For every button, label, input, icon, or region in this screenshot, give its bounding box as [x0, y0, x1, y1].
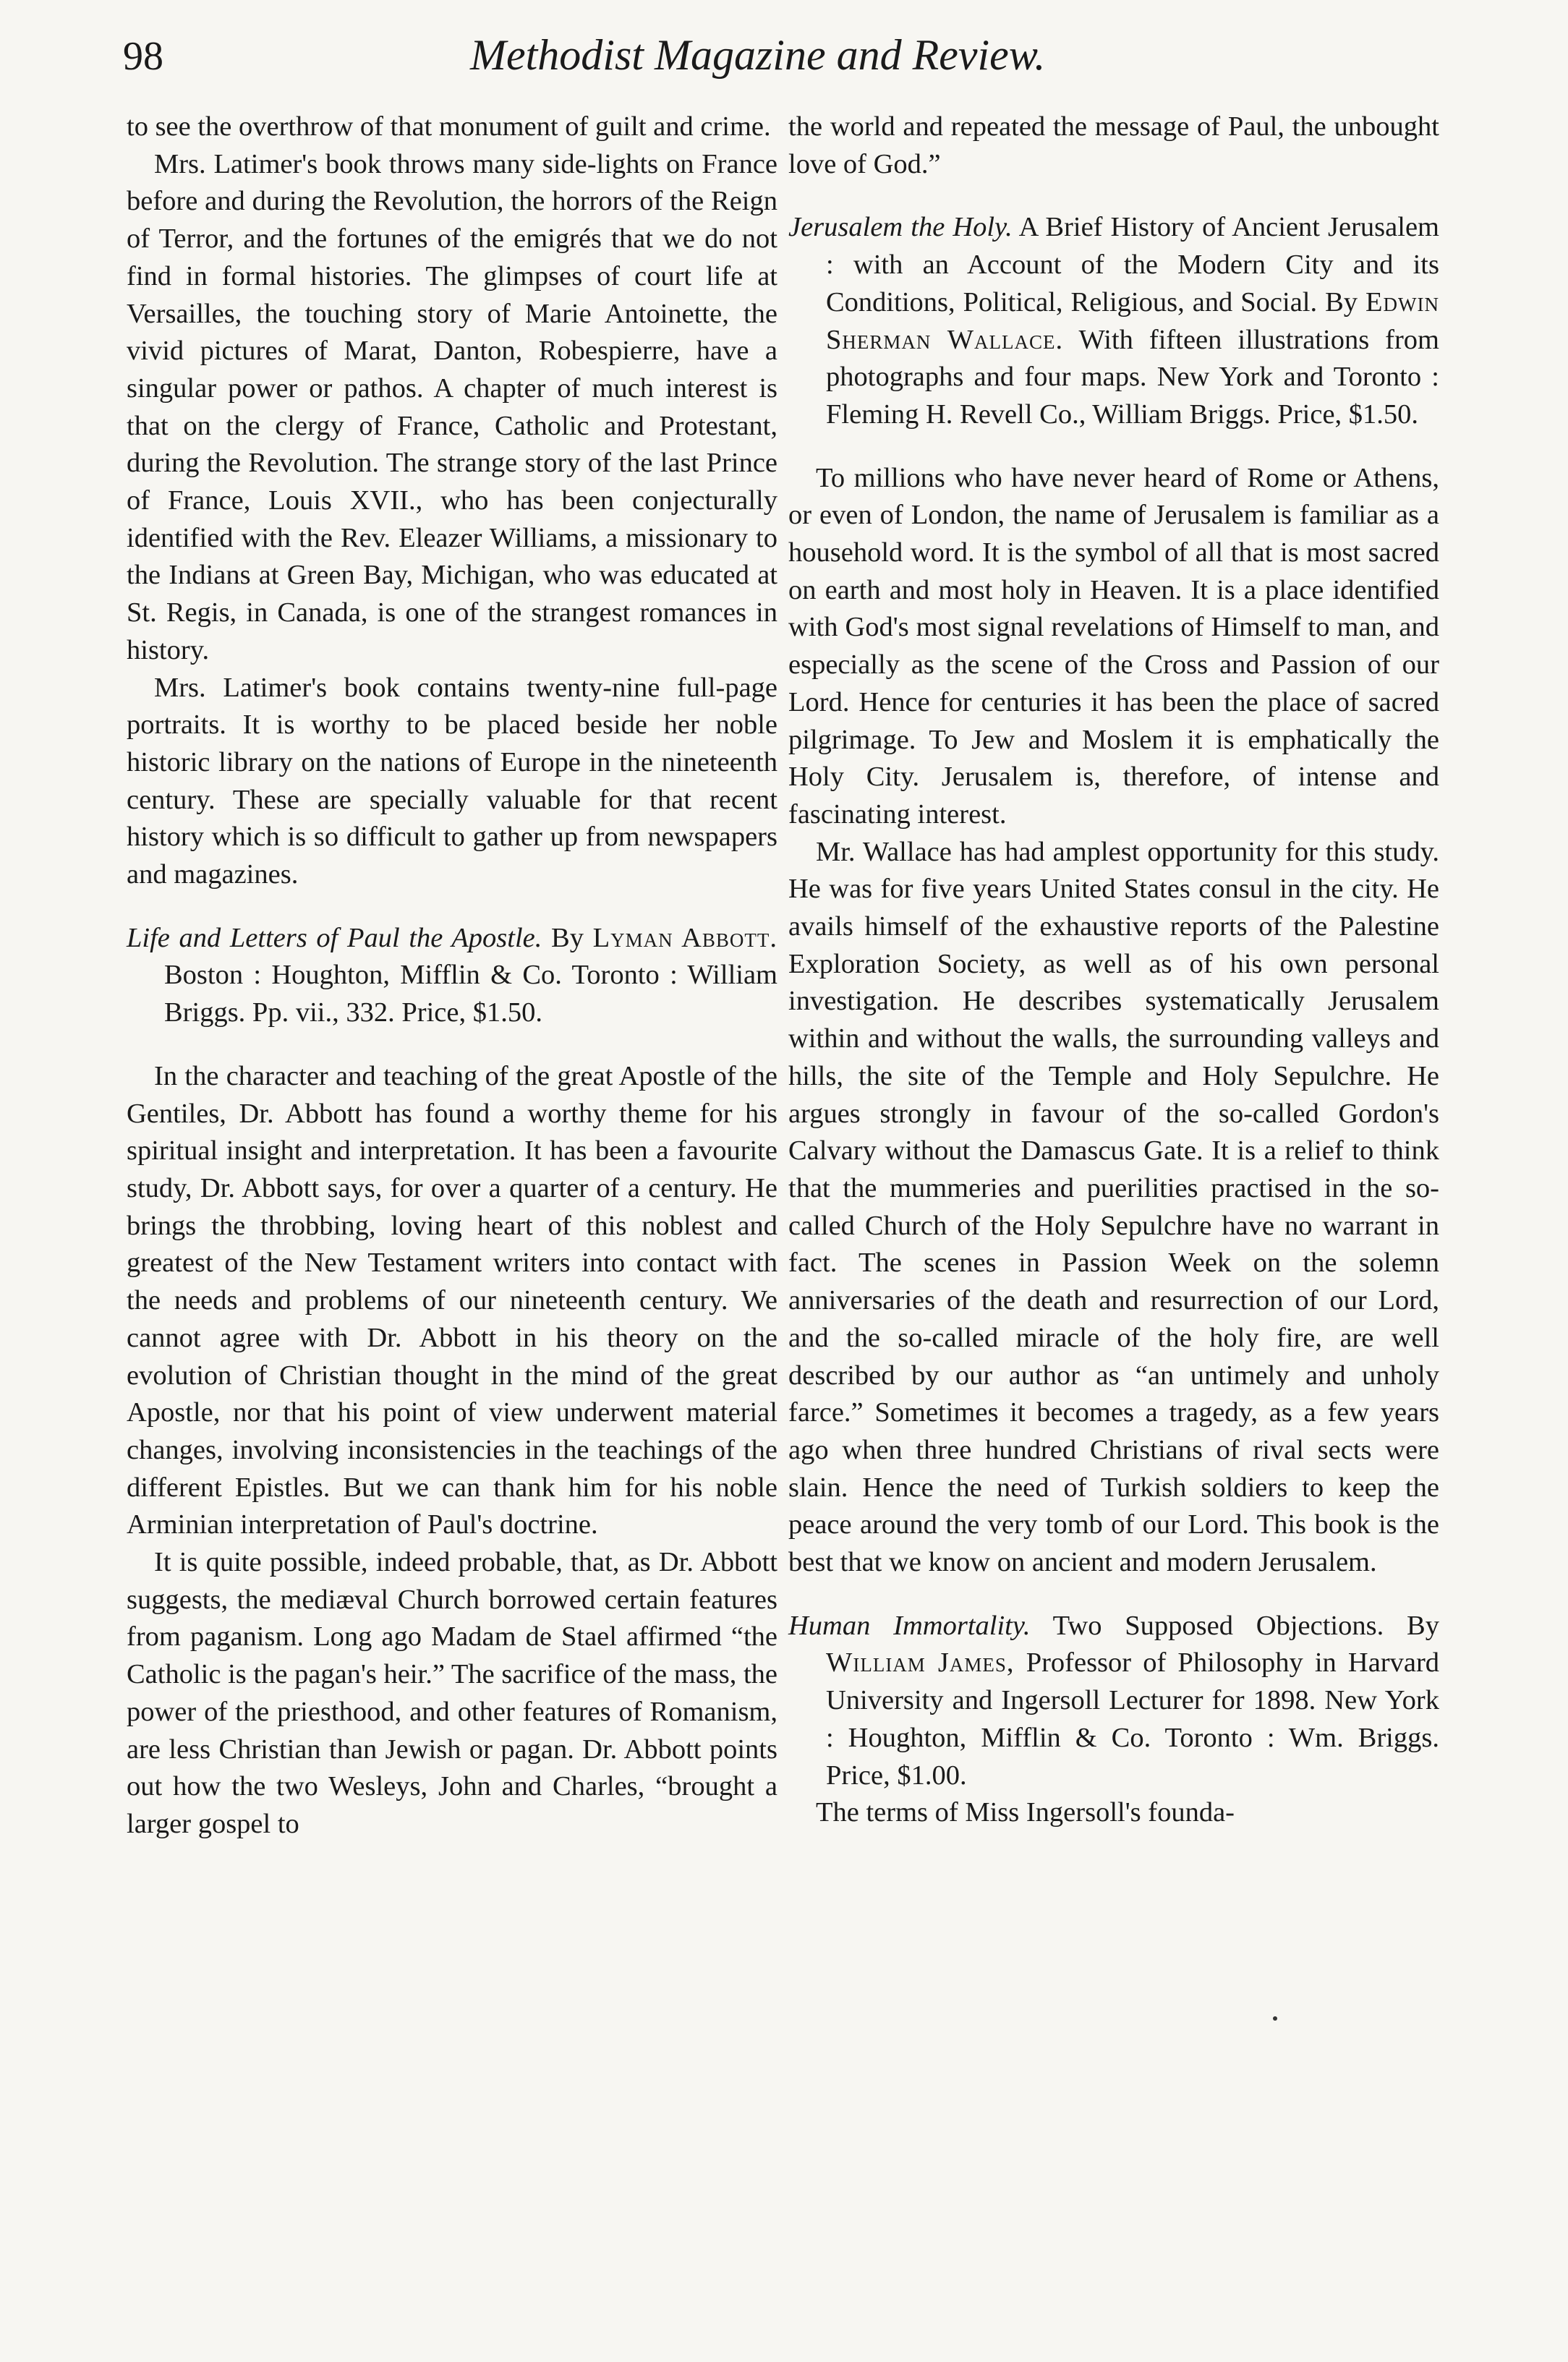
paragraph: It is quite possible, indeed probable, that, as Dr. Abbott suggests, the mediæval Church borrowed certain features from paganism. Long ago Madam de Stael affirmed “the Catholic is the pagan's heir.” The sacrifice of the mass, the power of the priesthood, and other features of Romanism, are less Christian than Jewish or pagan. Dr. Abbott points out how the two Wesleys, John and Charles, “brought a larger gospel to — [127, 1547, 777, 1839]
paragraph: Mrs. Latimer's book contains twenty-nine full-page portraits. It is worthy to be placed beside her noble historic library on the nations of Europe in the nineteenth century. These are specially valuable for that recent history which is so difficult to gather up from newspapers and magazines. — [127, 672, 777, 890]
section-gap — [788, 434, 1439, 460]
paragraph: In the character and teaching of the great Apostle of the Gentiles, Dr. Abbott has found a worthy theme for his spiritual insight and interpretation. It has been a favourite study, Dr. Abbott says, for over a quarter of a century. He brings the throbbing, loving heart of this noblest and greatest of the New Testament writers into contact with the needs and problems of our nineteenth century. We cannot agree with Dr. Abbott in his theory on the evolution of Christian thought in the mind of the great Apostle, nor that his point of view underwent material changes, involving inconsistencies in the teachings of the different Epistles. But we can thank him for his noble Arminian interpretation of Paul's doctrine. — [127, 1060, 777, 1540]
section-gap — [788, 1582, 1439, 1608]
running-head — [0, 22, 1568, 94]
book-title: Life and Letters of Paul the Apostle. — [127, 922, 542, 953]
right-column — [788, 108, 1439, 1832]
book-notice-heading — [788, 1608, 1439, 1795]
print-speck — [1273, 2016, 1277, 2021]
paragraph: to see the overthrow of that monument of guilt and crime. — [127, 111, 771, 142]
book-notice-heading — [788, 209, 1439, 433]
book-author: Lyman Abbott. — [592, 922, 778, 953]
section-gap — [127, 894, 777, 920]
section-gap — [127, 1032, 777, 1058]
by-word: By — [551, 922, 584, 953]
book-title: Human Immortality. — [788, 1610, 1031, 1641]
publication-details: Two Supposed Objections. By — [1052, 1610, 1439, 1641]
paragraph: Mrs. Latimer's book throws many side-lights on France before and during the Revolution, the horrors of the Reign of Terror, and the fortunes of the emigrés that we do not find in formal histories. The glimpses of court life at Versailles, the touching story of Marie Antoinette, the vivid pictures of Marat, Danton, Robespierre, have a singular power or pathos. A chapter of much interest is that on the clergy of France, Catholic and Protestant, during the Revolution. The strange story of the last Prince of France, Louis XVII., who has been conjecturally identified with the Rev. Eleazer Williams, a missionary to the Indians at Green Bay, Michigan, who was educated at St. Regis, in Canada, is one of the strangest romances in history. — [127, 148, 777, 665]
section-gap — [788, 183, 1439, 209]
publication-details: With fifteen illustrations from photographs and four maps. New York and Toronto : Fleming H. Revell Co., William Briggs. Price, $1.50. — [826, 324, 1440, 430]
paragraph: Mr. Wallace has had amplest opportunity for this study. He was for five years United States consul in the city. He avails himself of the exhaustive reports of the Palestine Exploration Society, as well as of his own personal investigation. He describes systematically Jerusalem within and without the walls, the surrounding valleys and hills, the site of the Temple and Holy Sepulchre. He argues strongly in favour of the so-called Gordon's Calvary without the Damascus Gate. It is a relief to think that the mummeries and puerilities practised in the so-called Church of the Holy Sepulchre have no warrant in fact. The scenes in Passion Week on the solemn anniversaries of the death and resurrection of our Lord, and the so-called miracle of the holy fire, are well described by our author as “an untimely and unholy farce.” Sometimes it becomes a tragedy, as a few years ago when three hundred Christians of rival sects were slain. Hence the need of Turkish soldiers to keep the peace around the very tomb of our Lord. This book is the best that we know on ancient and modern Jerusalem. — [788, 836, 1439, 1578]
publication-details: Boston : Houghton, Mifflin & Co. Toronto : William Briggs. Pp. vii., 332. Price, $1.50. — [164, 960, 777, 1028]
book-title: Jerusalem the Holy. — [788, 212, 1013, 243]
paragraph: the world and repeated the message of Paul, the unbought love of God.” — [788, 111, 1439, 179]
publication-details: Professor of Philosophy in Harvard University and Ingersoll Lecturer for 1898. New York : Houghton, Mifflin & Co. Toronto : Wm. Briggs. Price, $1.00. — [826, 1647, 1440, 1791]
paragraph: The terms of Miss Ingersoll's founda- — [816, 1797, 1235, 1828]
page-number: 98 — [123, 34, 163, 79]
left-column — [127, 108, 777, 1843]
book-notice-heading — [127, 920, 777, 1032]
book-author: Edwin Sherman Wallace. — [826, 286, 1440, 355]
publication-details: A Brief History of Ancient Jerusalem : with an Account of the Modern City and its Conditions, Political, Religious, and Social. By — [826, 212, 1439, 317]
book-author: William James, — [826, 1647, 1015, 1679]
paragraph: To millions who have never heard of Rome or Athens, or even of London, the name of Jerusalem is familiar as a household word. It is the symbol of all that is most sacred on earth and most holy in Heaven. It is a place identified with God's most signal revelations of Himself to man, and especially as the scene of the Cross and Passion of our Lord. Hence for centuries it has been the place of sacred pilgrimage. To Jew and Moslem it is emphatically the Holy City. Jerusalem is, therefore, of intense and fascinating interest. — [788, 462, 1439, 830]
journal-title: Methodist Magazine and Review. — [470, 31, 1046, 79]
